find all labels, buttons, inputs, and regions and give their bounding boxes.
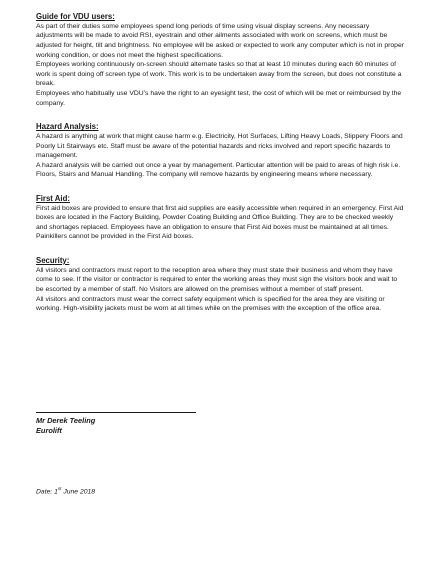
section-vdu: [36, 12, 406, 108]
section-heading: Security:: [36, 256, 70, 266]
paragraph: All visitors and contractors must report to the reception area where they must state their business and whom they have come to see. If the visitor or contractor is required to enter the working areas they must sign the visitors book and wait to be escorted by a member of staff. No Visitors are allowed on the premises without a member of staff present.: [36, 266, 398, 294]
paragraph: Employees working continuously on-screen should alternate tasks so that at least 10 minutes during each 60 minutes of work is spent doing off screen type of work. This work is to be undertaken away from the screen, but does not constitute a break.: [36, 61, 402, 88]
paragraph: All visitors and contractors must wear the correct safety equipment which is specified for the area they are visiting or working. High-visibility jackets must be worn at all times while on the premises with the exception of the office area.: [36, 295, 385, 313]
document-date: [36, 486, 95, 495]
date-prefix: Date: 1: [36, 488, 58, 496]
section-hazard-analysis: [36, 122, 406, 180]
paragraph: As part of their duties some employees spend long periods of time using visual display screens. Any necessary adjustments will be made to avoid RSI, eyestrain and other ailments associated with work on screens, which must be adjusted for height, tilt and brightness. No employee will be asked or expected to work any computer which is not in proper working condition, or does not meet the highest specifications.: [36, 22, 404, 59]
section-heading: Hazard Analysis:: [36, 122, 99, 132]
section-security: [36, 256, 406, 314]
document-body: [36, 12, 406, 328]
section-heading: Guide for VDU users:: [36, 12, 115, 21]
signatory-company: Eurolift: [36, 426, 62, 435]
signatory-name: Mr Derek Teeling: [36, 416, 96, 425]
paragraph: A hazard is anything at work that might cause harm e.g. Electricity, Hot Surfaces, Lifting Heavy Loads, Slippery Floors and Poorly Lit Stairways etc. Staff must be aware of the potential hazards and ricks involved and report specific hazards to management.: [36, 132, 403, 160]
date-rest: June 2018: [61, 488, 96, 496]
section-heading: First Aid:: [36, 193, 70, 203]
paragraph: First aid boxes are provided to ensure that first aid supplies are easily accessible when required in an emergency. First Aid boxes are located in the Factory Building, Powder Coating Building and Office Building. They are to be checked weekly and shortages replaced. Employees have an obligation to ensure that First Aid boxes must be maintained at all times. Painkillers cannot be provided in the First Aid boxes.: [36, 204, 404, 241]
signature-block: [36, 412, 236, 436]
paragraph: Employees who habitually use VDU’s have the right to an eyesight test, the cost of which will be met or reimbursed by the company.: [36, 89, 402, 107]
paragraph: A hazard analysis will be carried out once a year by management. Particular attention will be paid to areas of high risk i.e. Floors, Stairs and Manual Handling. The company will remove hazards by engineering means where necessary.: [36, 161, 401, 179]
date-ordinal-suffix: st: [57, 486, 62, 491]
signature-line: [36, 412, 196, 413]
section-first-aid: [36, 194, 406, 242]
